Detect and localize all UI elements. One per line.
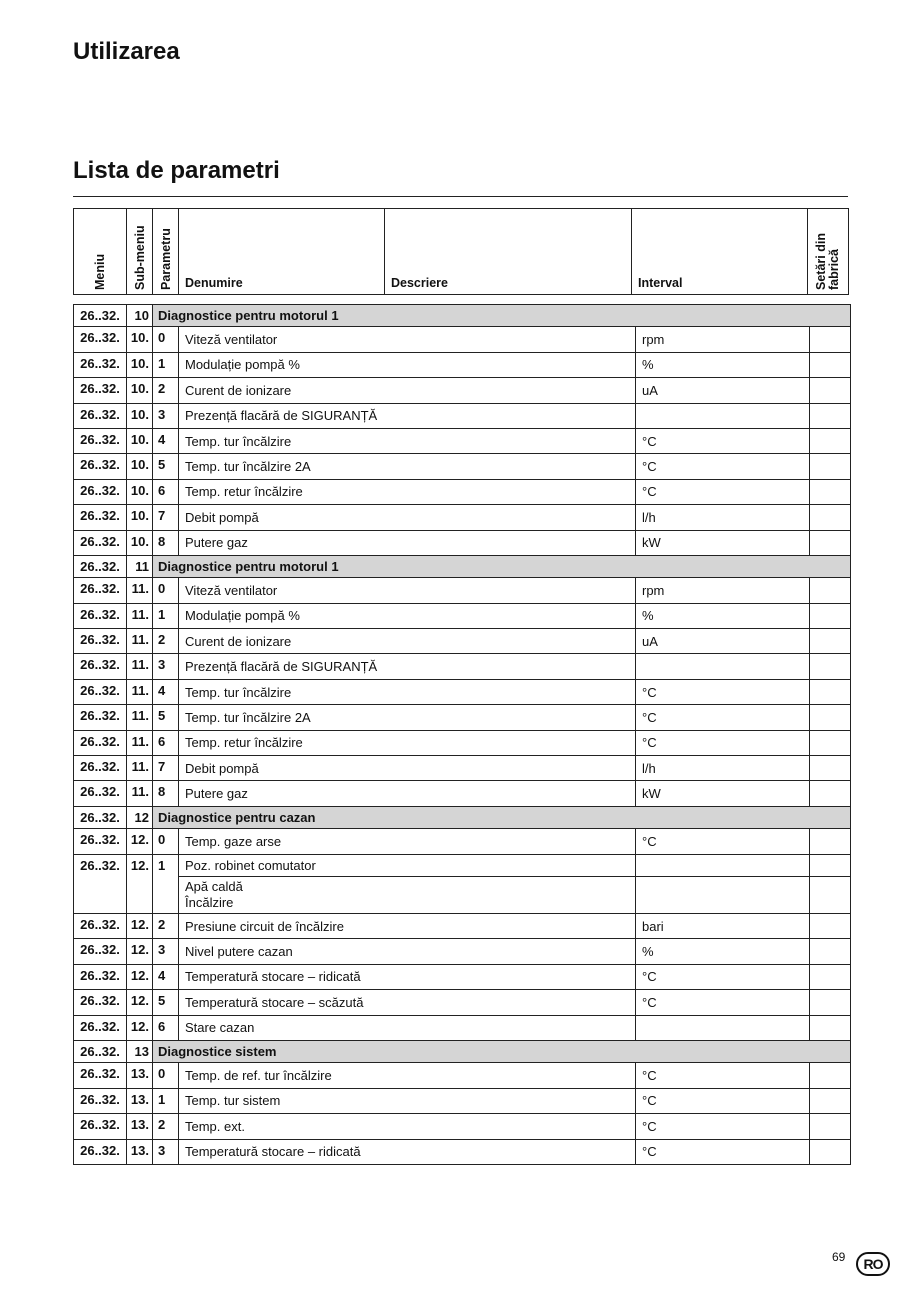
submenu-cell: 10. [127, 352, 153, 377]
table-row [74, 352, 851, 377]
menu-cell: 26..32. [74, 629, 127, 654]
parameter-cell: 8 [153, 530, 179, 555]
interval-cell: °C [636, 990, 810, 1015]
submenu-cell: 11. [127, 705, 153, 730]
parameter-table [73, 304, 851, 1165]
parameter-cell: 8 [153, 781, 179, 806]
menu-cell: 26..32. [74, 578, 127, 603]
table-row [74, 327, 851, 352]
header-setari: Setări din fabrică [808, 209, 849, 295]
section-title-cell: Diagnostice sistem [153, 1040, 851, 1062]
name-cell: Temp. tur încălzire 2A [179, 705, 636, 730]
menu-cell: 26..32. [74, 1063, 127, 1088]
factory-setting-cell [810, 654, 851, 679]
factory-setting-cell [810, 781, 851, 806]
name-cell: Debit pompă [179, 756, 636, 781]
menu-cell: 26..32. [74, 781, 127, 806]
table-row [74, 505, 851, 530]
submenu-cell: 10. [127, 403, 153, 428]
interval-cell [636, 854, 810, 876]
name-cell: Temperatură stocare – ridicată [179, 1139, 636, 1164]
header-interval: Interval [632, 209, 808, 295]
menu-cell: 26..32. [74, 1040, 127, 1062]
table-row [74, 1015, 851, 1040]
parameter-cell: 3 [153, 939, 179, 964]
name-cell: Temp. gaze arse [179, 829, 636, 854]
table-row [74, 530, 851, 555]
menu-cell: 26..32. [74, 1114, 127, 1139]
name-cell: Prezență flacără de SIGURANȚĂ [179, 654, 636, 679]
section-row [74, 1040, 851, 1062]
table-row [74, 964, 851, 989]
submenu-cell: 10. [127, 378, 153, 403]
parameter-cell: 5 [153, 454, 179, 479]
table-row [74, 1063, 851, 1088]
name-cell: Stare cazan [179, 1015, 636, 1040]
table-row [74, 578, 851, 603]
submenu-cell: 11. [127, 629, 153, 654]
parameter-cell: 3 [153, 1139, 179, 1164]
factory-setting-cell [810, 679, 851, 704]
interval-cell: % [636, 603, 810, 628]
submenu-cell: 12. [127, 913, 153, 938]
table-row [74, 603, 851, 628]
section-title-cell: Diagnostice pentru motorul 1 [153, 305, 851, 327]
parameter-cell: 2 [153, 629, 179, 654]
name-cell: Presiune circuit de încălzire [179, 913, 636, 938]
submenu-cell: 10. [127, 530, 153, 555]
menu-cell: 26..32. [74, 530, 127, 555]
submenu-cell: 11. [127, 578, 153, 603]
menu-cell: 26..32. [74, 654, 127, 679]
interval-cell: rpm [636, 578, 810, 603]
header-parametru: Parametru [153, 209, 179, 295]
submenu-cell: 13. [127, 1063, 153, 1088]
parameter-cell: 1 [153, 1088, 179, 1113]
factory-setting-cell [810, 1088, 851, 1113]
table-row [74, 679, 851, 704]
factory-setting-cell [810, 378, 851, 403]
name-cell: Temp. tur încălzire [179, 679, 636, 704]
factory-setting-cell [810, 454, 851, 479]
table-row [74, 990, 851, 1015]
menu-cell: 26..32. [74, 428, 127, 453]
parameter-cell: 4 [153, 428, 179, 453]
parameter-cell: 1 [153, 603, 179, 628]
table-row [74, 913, 851, 938]
menu-cell: 26..32. [74, 1139, 127, 1164]
name-cell: Nivel putere cazan [179, 939, 636, 964]
name-cell: Curent de ionizare [179, 629, 636, 654]
name-cell: Modulație pompă % [179, 352, 636, 377]
name-cell: Modulație pompă % [179, 603, 636, 628]
name-cell: Viteză ventilator [179, 578, 636, 603]
menu-cell: 26..32. [74, 305, 127, 327]
menu-cell: 26..32. [74, 555, 127, 577]
menu-cell: 26..32. [74, 756, 127, 781]
submenu-cell: 10. [127, 327, 153, 352]
table-row [74, 829, 851, 854]
interval-cell [636, 403, 810, 428]
name-cell: Viteză ventilator [179, 327, 636, 352]
interval-cell: l/h [636, 505, 810, 530]
factory-setting-cell [810, 705, 851, 730]
submenu-cell: 10. [127, 479, 153, 504]
name-cell: Temp. tur sistem [179, 1088, 636, 1113]
parameter-cell: 5 [153, 990, 179, 1015]
factory-setting-cell [810, 756, 851, 781]
interval-cell: °C [636, 1088, 810, 1113]
name-cell: Debit pompă [179, 505, 636, 530]
menu-cell: 26..32. [74, 854, 127, 913]
factory-setting-cell [810, 1114, 851, 1139]
interval-cell [636, 876, 810, 913]
factory-setting-cell [810, 603, 851, 628]
name-cell: Temp. retur încălzire [179, 479, 636, 504]
parameter-cell: 6 [153, 1015, 179, 1040]
factory-setting-cell [810, 530, 851, 555]
interval-cell: % [636, 939, 810, 964]
name-cell: Temp. retur încălzire [179, 730, 636, 755]
submenu-cell: 12 [127, 806, 153, 828]
menu-cell: 26..32. [74, 964, 127, 989]
page-number: 69 [832, 1250, 846, 1264]
interval-cell: °C [636, 705, 810, 730]
table-row [74, 756, 851, 781]
name-cell: Temp. tur încălzire [179, 428, 636, 453]
interval-cell: °C [636, 454, 810, 479]
submenu-cell: 11. [127, 730, 153, 755]
factory-setting-cell [810, 1063, 851, 1088]
menu-cell: 26..32. [74, 403, 127, 428]
section-title-cell: Diagnostice pentru motorul 1 [153, 555, 851, 577]
factory-setting-cell [810, 629, 851, 654]
parameter-cell: 2 [153, 913, 179, 938]
factory-setting-cell [810, 1015, 851, 1040]
interval-cell: l/h [636, 756, 810, 781]
header-table [73, 208, 849, 295]
section-row [74, 305, 851, 327]
interval-cell: °C [636, 1139, 810, 1164]
factory-setting-cell [810, 327, 851, 352]
table-row [74, 781, 851, 806]
table-row [74, 378, 851, 403]
factory-setting-cell [810, 428, 851, 453]
parameter-cell: 2 [153, 378, 179, 403]
menu-cell: 26..32. [74, 1088, 127, 1113]
factory-setting-cell [810, 403, 851, 428]
factory-setting-cell [810, 964, 851, 989]
page-title: Utilizarea [73, 38, 180, 65]
menu-cell: 26..32. [74, 990, 127, 1015]
submenu-cell: 11. [127, 756, 153, 781]
name-detail-cell: Apă caldă Încălzire [179, 876, 636, 913]
name-cell: Prezență flacără de SIGURANȚĂ [179, 403, 636, 428]
name-cell: Temperatură stocare – ridicată [179, 964, 636, 989]
interval-cell: °C [636, 964, 810, 989]
table-row [74, 654, 851, 679]
interval-cell: rpm [636, 327, 810, 352]
table-row-continuation [74, 876, 851, 913]
table-row [74, 854, 851, 876]
menu-cell: 26..32. [74, 913, 127, 938]
submenu-cell: 13. [127, 1139, 153, 1164]
interval-cell: % [636, 352, 810, 377]
name-cell: Poz. robinet comutator [179, 854, 636, 876]
name-cell: Temp. ext. [179, 1114, 636, 1139]
parameter-cell: 2 [153, 1114, 179, 1139]
submenu-cell: 13. [127, 1088, 153, 1113]
submenu-cell: 12. [127, 854, 153, 913]
parameter-cell: 0 [153, 578, 179, 603]
submenu-cell: 11. [127, 603, 153, 628]
menu-cell: 26..32. [74, 352, 127, 377]
menu-cell: 26..32. [74, 1015, 127, 1040]
submenu-cell: 12. [127, 990, 153, 1015]
factory-setting-cell [810, 939, 851, 964]
parameter-cell: 1 [153, 854, 179, 913]
factory-setting-cell [810, 1139, 851, 1164]
submenu-cell: 10. [127, 428, 153, 453]
factory-setting-cell [810, 829, 851, 854]
name-cell: Temp. tur încălzire 2A [179, 454, 636, 479]
table-row [74, 939, 851, 964]
menu-cell: 26..32. [74, 505, 127, 530]
language-badge: RO [856, 1252, 890, 1276]
parameter-cell: 5 [153, 705, 179, 730]
header-meniu: Meniu [74, 209, 127, 295]
factory-setting-cell [810, 990, 851, 1015]
interval-cell: uA [636, 378, 810, 403]
parameter-cell: 3 [153, 403, 179, 428]
menu-cell: 26..32. [74, 679, 127, 704]
table-row [74, 479, 851, 504]
factory-setting-cell [810, 876, 851, 913]
submenu-cell: 11 [127, 555, 153, 577]
submenu-cell: 12. [127, 964, 153, 989]
parameter-cell: 7 [153, 505, 179, 530]
parameter-cell: 6 [153, 730, 179, 755]
table-row [74, 629, 851, 654]
parameter-cell: 7 [153, 756, 179, 781]
parameter-cell: 4 [153, 679, 179, 704]
interval-cell: °C [636, 479, 810, 504]
parameter-cell: 1 [153, 352, 179, 377]
menu-cell: 26..32. [74, 829, 127, 854]
submenu-cell: 12. [127, 829, 153, 854]
interval-cell: kW [636, 530, 810, 555]
submenu-cell: 10. [127, 505, 153, 530]
table-row [74, 403, 851, 428]
interval-cell: uA [636, 629, 810, 654]
submenu-cell: 11. [127, 679, 153, 704]
factory-setting-cell [810, 578, 851, 603]
name-cell: Temperatură stocare – scăzută [179, 990, 636, 1015]
section-row [74, 806, 851, 828]
parameter-cell: 0 [153, 1063, 179, 1088]
menu-cell: 26..32. [74, 454, 127, 479]
parameter-cell: 3 [153, 654, 179, 679]
header-denumire: Denumire [179, 209, 385, 295]
submenu-cell: 11. [127, 654, 153, 679]
table-row [74, 1114, 851, 1139]
table-row [74, 1088, 851, 1113]
table-row [74, 730, 851, 755]
submenu-cell: 12. [127, 1015, 153, 1040]
submenu-cell: 11. [127, 781, 153, 806]
submenu-cell: 12. [127, 939, 153, 964]
menu-cell: 26..32. [74, 327, 127, 352]
interval-cell: °C [636, 1063, 810, 1088]
submenu-cell: 10 [127, 305, 153, 327]
factory-setting-cell [810, 913, 851, 938]
interval-cell: °C [636, 1114, 810, 1139]
interval-cell: °C [636, 829, 810, 854]
interval-cell [636, 1015, 810, 1040]
factory-setting-cell [810, 352, 851, 377]
menu-cell: 26..32. [74, 603, 127, 628]
name-cell: Curent de ionizare [179, 378, 636, 403]
table-row [74, 428, 851, 453]
table-row [74, 705, 851, 730]
parameter-cell: 6 [153, 479, 179, 504]
menu-cell: 26..32. [74, 730, 127, 755]
menu-cell: 26..32. [74, 939, 127, 964]
section-title-cell: Diagnostice pentru cazan [153, 806, 851, 828]
factory-setting-cell [810, 854, 851, 876]
parameter-cell: 4 [153, 964, 179, 989]
header-descriere: Descriere [385, 209, 632, 295]
submenu-cell: 13. [127, 1114, 153, 1139]
section-row [74, 555, 851, 577]
menu-cell: 26..32. [74, 378, 127, 403]
interval-cell: bari [636, 913, 810, 938]
name-cell: Putere gaz [179, 530, 636, 555]
parameter-cell: 0 [153, 829, 179, 854]
name-cell: Putere gaz [179, 781, 636, 806]
table-row [74, 1139, 851, 1164]
factory-setting-cell [810, 505, 851, 530]
factory-setting-cell [810, 730, 851, 755]
interval-cell: °C [636, 679, 810, 704]
menu-cell: 26..32. [74, 705, 127, 730]
header-submeniu: Sub-meniu [127, 209, 153, 295]
submenu-cell: 10. [127, 454, 153, 479]
factory-setting-cell [810, 479, 851, 504]
section-title: Lista de parametri [73, 157, 280, 184]
menu-cell: 26..32. [74, 806, 127, 828]
table-row [74, 454, 851, 479]
interval-cell: °C [636, 730, 810, 755]
interval-cell: kW [636, 781, 810, 806]
interval-cell: °C [636, 428, 810, 453]
name-cell: Temp. de ref. tur încălzire [179, 1063, 636, 1088]
submenu-cell: 13 [127, 1040, 153, 1062]
interval-cell [636, 654, 810, 679]
parameter-cell: 0 [153, 327, 179, 352]
divider [73, 196, 848, 197]
menu-cell: 26..32. [74, 479, 127, 504]
